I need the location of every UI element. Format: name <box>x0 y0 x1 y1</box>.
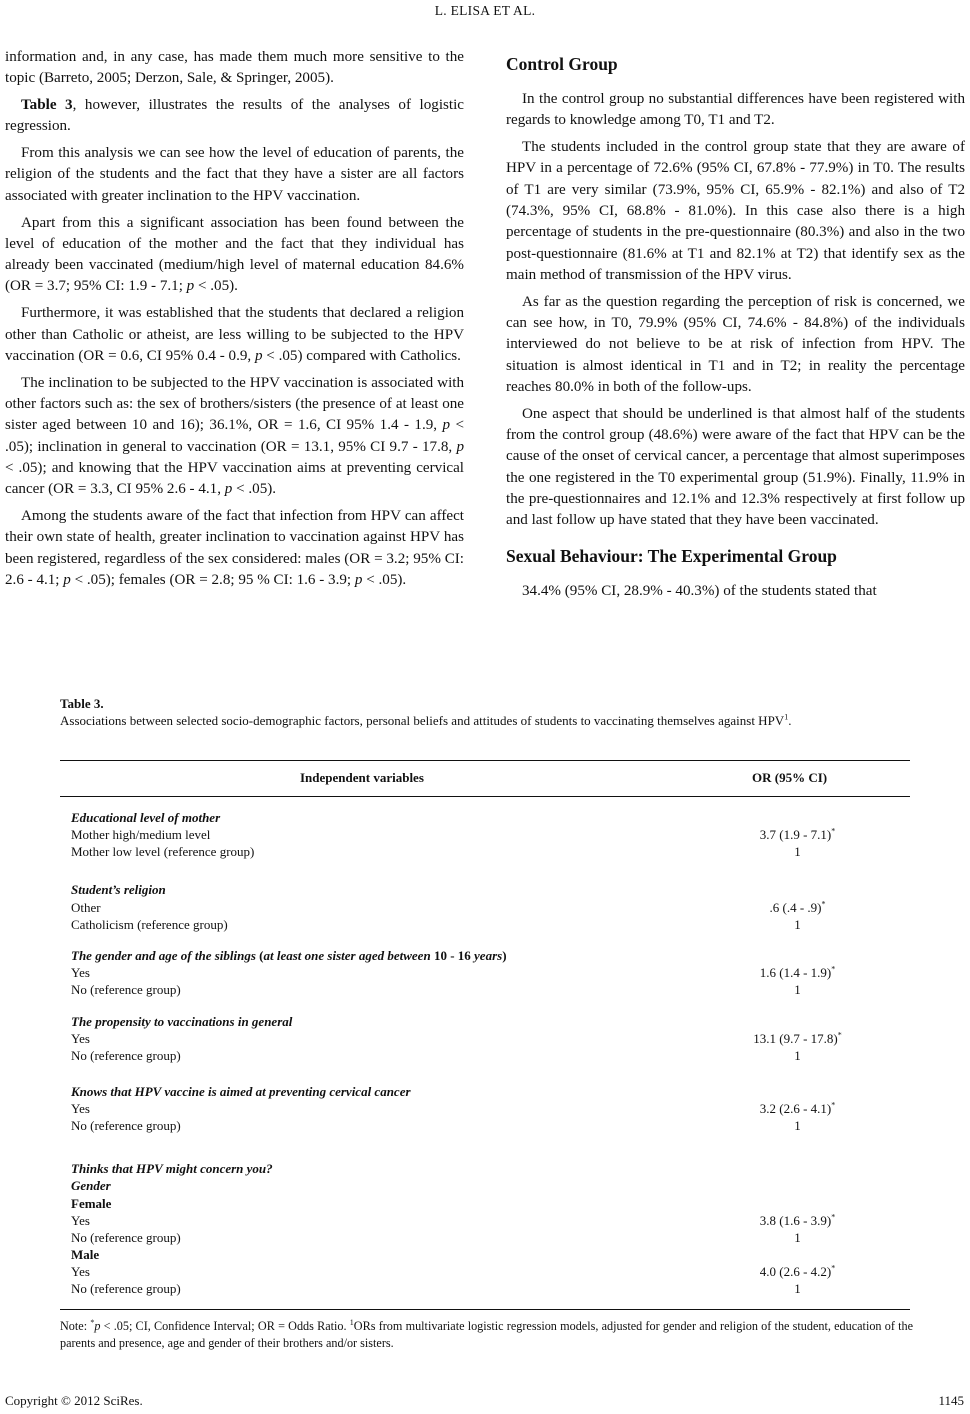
table-group-heading: Thinks that HPV might concern you? <box>71 1161 273 1176</box>
left-paragraph-6-text-a: The inclination to be subjected to the HPV vaccination is associated with other factors such as: the sex of brothers/sisters (the presence of at least one sister aged between 10 and 16); 36.1%, OR = 1.6, CI 95% 1.4 - 1.9, <box>5 374 464 434</box>
table-row-label: No (reference group) <box>71 1118 181 1133</box>
copyright-notice: Copyright © 2012 SciRes. <box>5 1393 143 1408</box>
section-heading-control-group: Control Group <box>506 54 618 74</box>
table-note-text: < .05; CI, Confidence Interval; OR = Odds Ratio. <box>100 1319 350 1333</box>
left-paragraph-7 <box>5 506 464 591</box>
table-row-label: No (reference group) <box>71 982 181 997</box>
table-subgroup-female: Female <box>71 1196 112 1211</box>
left-paragraph-4 <box>5 213 464 298</box>
significance-marker: * <box>837 1030 842 1040</box>
right-paragraph-2: The students included in the control group state that they are aware of HPV in a percentage of 72.6% (95% CI, 67.8% - 77.9%) in T0. The results of T1 are very similar (73.9%, 95% CI, 65.9% - 82.1%) and also of T2 (74.3%, 95% CI, 68.8% - 81.0%). In this case also there is a high percentage of students in the pre-questionnaire (80.3%) and also in the two post-questionnaire (81.6% at T1 and 82.1% at T2) that identify sex as the main method of transmission of the HPV virus. <box>506 139 965 283</box>
p-value-symbol: p <box>442 417 451 434</box>
table-row-value: 1 <box>794 1230 801 1245</box>
p-value-symbol: p <box>94 1319 101 1333</box>
column-header-or: OR (95% CI) <box>752 770 828 785</box>
table-row-label: Mother low level (reference group) <box>71 844 255 859</box>
table-row-label: No (reference group) <box>71 1230 181 1245</box>
table-header-rule <box>60 796 910 797</box>
left-paragraph-7-text-b: < .05); females (OR = 2.8; 95 % CI: 1.6 - 3.9; <box>70 571 355 588</box>
table-row-label: Catholicism (reference group) <box>71 917 228 932</box>
footnote-marker: 1 <box>349 1317 354 1327</box>
table-group-heading: Knows that HPV vaccine is aimed at preventing cervical cancer <box>71 1084 411 1099</box>
left-paragraph-4-text-b: < .05). <box>194 278 238 295</box>
table-row-label: Yes <box>71 1264 90 1279</box>
odds-ratio-value: 1.6 (1.4 - 1.9) <box>759 965 832 980</box>
table-label: Table 3. <box>60 696 104 711</box>
table-row-value <box>720 826 875 843</box>
table-group-heading-text: years <box>470 948 503 963</box>
table-row-label: No (reference group) <box>71 1281 181 1296</box>
table-subgroup-male: Male <box>71 1247 100 1262</box>
table-note <box>60 1318 913 1352</box>
table-bottom-rule <box>60 1309 910 1310</box>
left-paragraph-7-text-a: Among the students aware of the fact that infection from HPV can affect their own state of health, greater inclination to vaccination against HPV has been registered, regardless of the sex considered: males (OR = 3.2; 95% CI: 2.6 - 4.1; <box>5 507 464 588</box>
odds-ratio-value: 3.2 (2.6 - 4.1) <box>759 1101 832 1116</box>
left-paragraph-5-text-b: < .05) compared with Catholics. <box>262 347 461 364</box>
odds-ratio-value: 4.0 (2.6 - 4.2) <box>759 1264 832 1279</box>
table-row-value <box>720 1100 875 1117</box>
table-group-heading-text: at least one sister aged between <box>263 948 434 963</box>
table-row-value: 1 <box>794 917 801 932</box>
right-column <box>506 53 965 608</box>
table-row-label: No (reference group) <box>71 1048 181 1063</box>
p-value-symbol: p <box>224 481 233 498</box>
table-group-heading-paren: ( <box>255 948 264 963</box>
table-row-label: Yes <box>71 1101 90 1116</box>
table-row-value <box>720 964 875 981</box>
left-paragraph-1: information and, in any case, has made them much more sensitive to the topic (Barreto, 2005; Derzon, Sale, & Springer, 2005). <box>5 49 464 87</box>
left-paragraph-6 <box>5 373 464 501</box>
table-note-text: ORs from multivariate logistic regression models, adjusted for gender and religion of the student, education of the parents and presence, age and gender of their brothers and/or sisters. <box>60 1319 913 1350</box>
significance-marker: * <box>831 1100 836 1110</box>
significance-marker: * <box>831 1212 836 1222</box>
left-paragraph-6-text-c: < .05); and knowing that the HPV vaccination aims at preventing cervical cancer (OR = 3.3, CI 95% 2.6 - 4.1, <box>5 459 464 498</box>
right-paragraph-1: In the control group no substantial differences have been registered with regards to knowledge among T0, T1 and T2. <box>506 91 965 129</box>
significance-marker: * <box>831 1263 836 1273</box>
table-group-heading-paren: ) <box>502 948 507 963</box>
running-head: L. ELISA ET AL. <box>434 3 536 18</box>
table-row-value <box>720 1030 875 1047</box>
column-header-variables: Independent variables <box>300 770 424 785</box>
table-description-text: Associations between selected socio-demographic factors, personal beliefs and attitudes of students to vaccinating themselves against HPV <box>60 713 785 728</box>
table-subgroup-heading: Gender <box>71 1178 111 1193</box>
table-row-value: 1 <box>794 1048 801 1063</box>
table-row-label: Other <box>71 900 101 915</box>
left-paragraph-2-text: , however, illustrates the results of the analyses of logistic regression. <box>5 97 464 135</box>
table-row-value <box>720 1212 875 1229</box>
table-row-value <box>720 1263 875 1280</box>
left-column <box>5 47 464 597</box>
significance-marker: * <box>831 964 836 974</box>
table-group-heading: Student’s religion <box>71 882 166 897</box>
odds-ratio-value: .6 (.4 - .9) <box>769 900 822 915</box>
left-paragraph-5-text-a: Furthermore, it was established that the students that declared a religion other than Catholic or atheist, are less willing to be subjected to the HPV vaccination (OR = 0.6, CI 95% 0.4 - 0.9, <box>5 305 464 364</box>
table-row-value: 1 <box>794 1281 801 1296</box>
section-heading-sexual-behaviour: Sexual Behaviour: The Experimental Group <box>506 546 837 567</box>
table-top-rule <box>60 760 910 761</box>
right-paragraph-3: As far as the question regarding the perception of risk is concerned, we can see how, in T0, 79.9% (95% CI, 74.6% - 84.8%) of the individuals interviewed do not believe to be at risk of infection from HPV. The situation is almost identical in T1 and in T2; in reality the percentage reaches 80.0% in both of the follow-ups. <box>506 293 965 395</box>
odds-ratio-value: 3.8 (1.6 - 3.9) <box>759 1213 832 1228</box>
right-paragraph-5: 34.4% (95% CI, 28.9% - 40.3%) of the students stated that <box>522 583 877 600</box>
footnote-marker: 1 <box>784 712 789 722</box>
p-value-symbol: p <box>254 347 263 364</box>
table-group-heading-text: The gender and age of the siblings <box>71 948 256 963</box>
left-paragraph-6-text-b: < .05); inclination in general to vaccination (OR = 13.1, 95% CI 9.7 - 17.8, <box>5 417 464 455</box>
p-value-symbol: p <box>354 571 363 588</box>
left-paragraph-6-text-d: < .05). <box>232 481 277 498</box>
table-note-text: Note: <box>60 1319 91 1333</box>
significance-marker: * <box>821 899 826 909</box>
table-row-label: Yes <box>71 965 90 980</box>
p-value-symbol: p <box>456 438 464 455</box>
left-paragraph-5 <box>5 303 464 367</box>
table-row-value <box>720 899 875 916</box>
right-paragraph-4: One aspect that should be underlined is that almost half of the students from the control group (48.6%) were aware of the fact that HPV can be the cause of the onset of cervical cancer, a percentage that almost superimposes the one registered in the T0 experimental group (51.9%). Finally, 11.9% in the pre-questionnaires and 12.1% and 12.3% respectively at first follow up and last follow up have stated that they have been vaccinated. <box>506 405 965 529</box>
table-3-reference: Table 3 <box>21 97 73 114</box>
p-value-symbol: p <box>186 278 195 295</box>
table-row-value: 1 <box>794 844 801 859</box>
table-row-label: Yes <box>71 1213 90 1228</box>
table-group-heading: Educational level of mother <box>71 810 221 825</box>
significance-marker: * <box>831 826 836 836</box>
table-description <box>60 712 920 729</box>
odds-ratio-value: 13.1 (9.7 - 17.8) <box>753 1031 838 1046</box>
table-group-heading-range: 10 - 16 <box>433 948 471 963</box>
table-row-value: 1 <box>794 1118 801 1133</box>
left-paragraph-2 <box>5 95 464 138</box>
left-paragraph-7-text-c: < .05). <box>362 571 407 588</box>
table-description-end: . <box>788 713 792 728</box>
left-paragraph-3: From this analysis we can see how the level of education of parents, the religion of the students and the fact that they have a sister are all factors associated with greater inclination to the HPV vaccination. <box>5 145 464 204</box>
left-paragraph-4-text-a: Apart from this a significant association has been found between the level of education of the mother and the fact that they individual has already been vaccinated (medium/high level of maternal education 84.6% (OR = 3.7; 95% CI: 1.9 - 7.1; <box>5 214 464 295</box>
table-row-value: 1 <box>794 982 801 997</box>
page-number: 1145 <box>938 1393 964 1408</box>
table-group-heading: The propensity to vaccinations in general <box>71 1014 293 1029</box>
table-caption <box>60 695 920 729</box>
table-group-heading <box>71 947 507 964</box>
table-row-label: Mother high/medium level <box>71 827 211 842</box>
p-value-symbol: p <box>63 571 71 588</box>
significance-marker: * <box>90 1317 95 1327</box>
odds-ratio-value: 3.7 (1.9 - 7.1) <box>759 827 832 842</box>
table-row-label: Yes <box>71 1031 90 1046</box>
